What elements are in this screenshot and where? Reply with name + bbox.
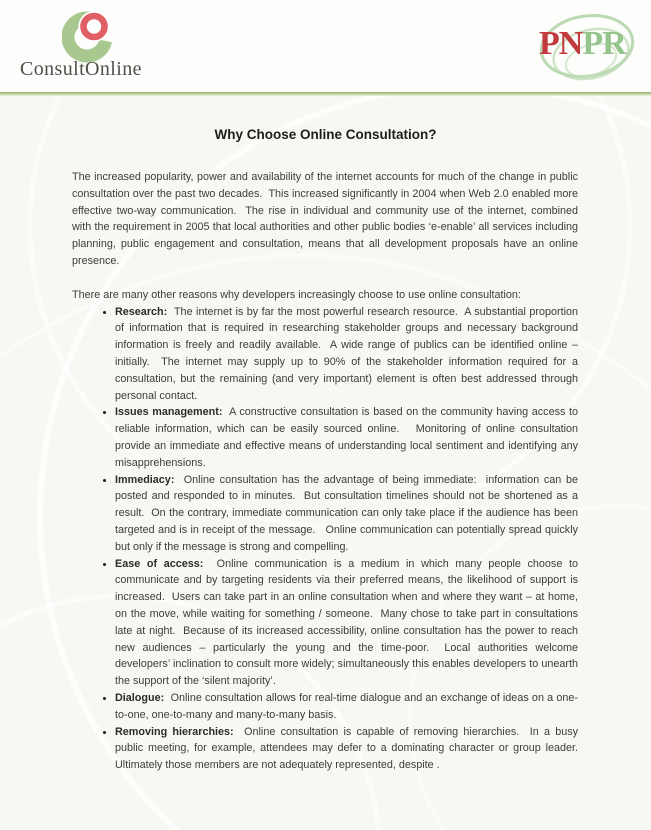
list-intro-line: There are many other reasons why developers increasingly choose to use online consultation:	[72, 288, 521, 301]
pnpr-logo	[525, 4, 643, 92]
bullet-text: Online communication is a medium in which many people choose to communicate and by targeting residents via their preferred means, the likelihood of support is increased. Users can take part in an online consultation when and where they want – at home, on the move, while waiting for something / someone. Many chose to take part in consultations late at night. Because of its increased accessibility, online consultation has the power to reach new audiences – particularly the young and the time-poor. Local authorities welcome developers’ inclination to consult more widely; simultaneously this enables developers to unearth the support of the ‘silent majority’.	[115, 557, 581, 688]
bullet-label: Removing hierarchies:	[115, 725, 234, 738]
bullet-label: Immediacy:	[115, 473, 175, 486]
document-body	[0, 96, 651, 830]
list-item	[115, 724, 584, 774]
bullet-label: Ease of access:	[115, 557, 204, 570]
list-item	[115, 304, 581, 405]
list-item	[115, 472, 581, 556]
bullet-label: Research:	[115, 305, 168, 318]
list-item	[115, 556, 581, 690]
bullet-list	[72, 304, 584, 774]
bullet-label: Issues management:	[115, 406, 223, 419]
consultonline-logo-icon	[62, 8, 116, 64]
bullet-text: Online consultation allows for real-time dialogue and an exchange of ideas on a one-to-one, one-to-many and many-to-many basis.	[115, 691, 578, 721]
pnpr-wordmark: PNPR	[539, 25, 626, 62]
consultonline-wordmark: ConsultOnline	[20, 58, 142, 80]
list-item	[115, 690, 578, 724]
consultonline-logo	[20, 6, 200, 90]
bullet-text: Online consultation is capable of removing hierarchies. In a busy public meeting, for example, attendees may defer to a dominating character or group leader. Ultimately those members are not adequately represented, despite .	[115, 725, 584, 772]
list-item	[115, 404, 581, 471]
page-title: Why Choose Online Consultation?	[214, 127, 437, 142]
bullet-text: Online consultation has the advantage of being immediate: information can be posted and responded to in minutes. But consultation timelines should not be shortened as a result. On the contrary, immediate communication can only take place if the audience has been targeted and is in receipt of the message. Online communication can potentially spread quickly but only if the message is strong and compelling.	[115, 473, 581, 553]
intro-paragraph: The increased popularity, power and availability of the internet accounts for much of the change in public consultation over the past two decades. This increased significantly in 2004 when Web 2.0 enabled more effective two-way communication. The rise in individual and community use of the internet, combined with the requirement in 2005 that local authorities and other public bodies ‘e-enable’ all services including planning, public engagement and consultation, means that all development proposals have an online presence.	[72, 171, 581, 267]
bullet-label: Dialogue:	[115, 691, 165, 704]
bullet-text: A constructive consultation is based on the community having access to reliable information, which can be easily sourced online. Monitoring of online consultation provide an immediate and effective means of understanding local sentiment and identifying any misapprehensions.	[115, 406, 581, 469]
page-header	[0, 0, 651, 92]
bullet-text: The internet is by far the most powerful research resource. A substantial proportion of information that is required in researching stakeholder groups and necessary background information is freely and readily available. A wide range of publics can be identified online – initially. The internet may supply up to 90% of the stakeholder information required for a consultation, but the remaining (and very important) element is often best addressed through personal contact.	[115, 305, 581, 402]
